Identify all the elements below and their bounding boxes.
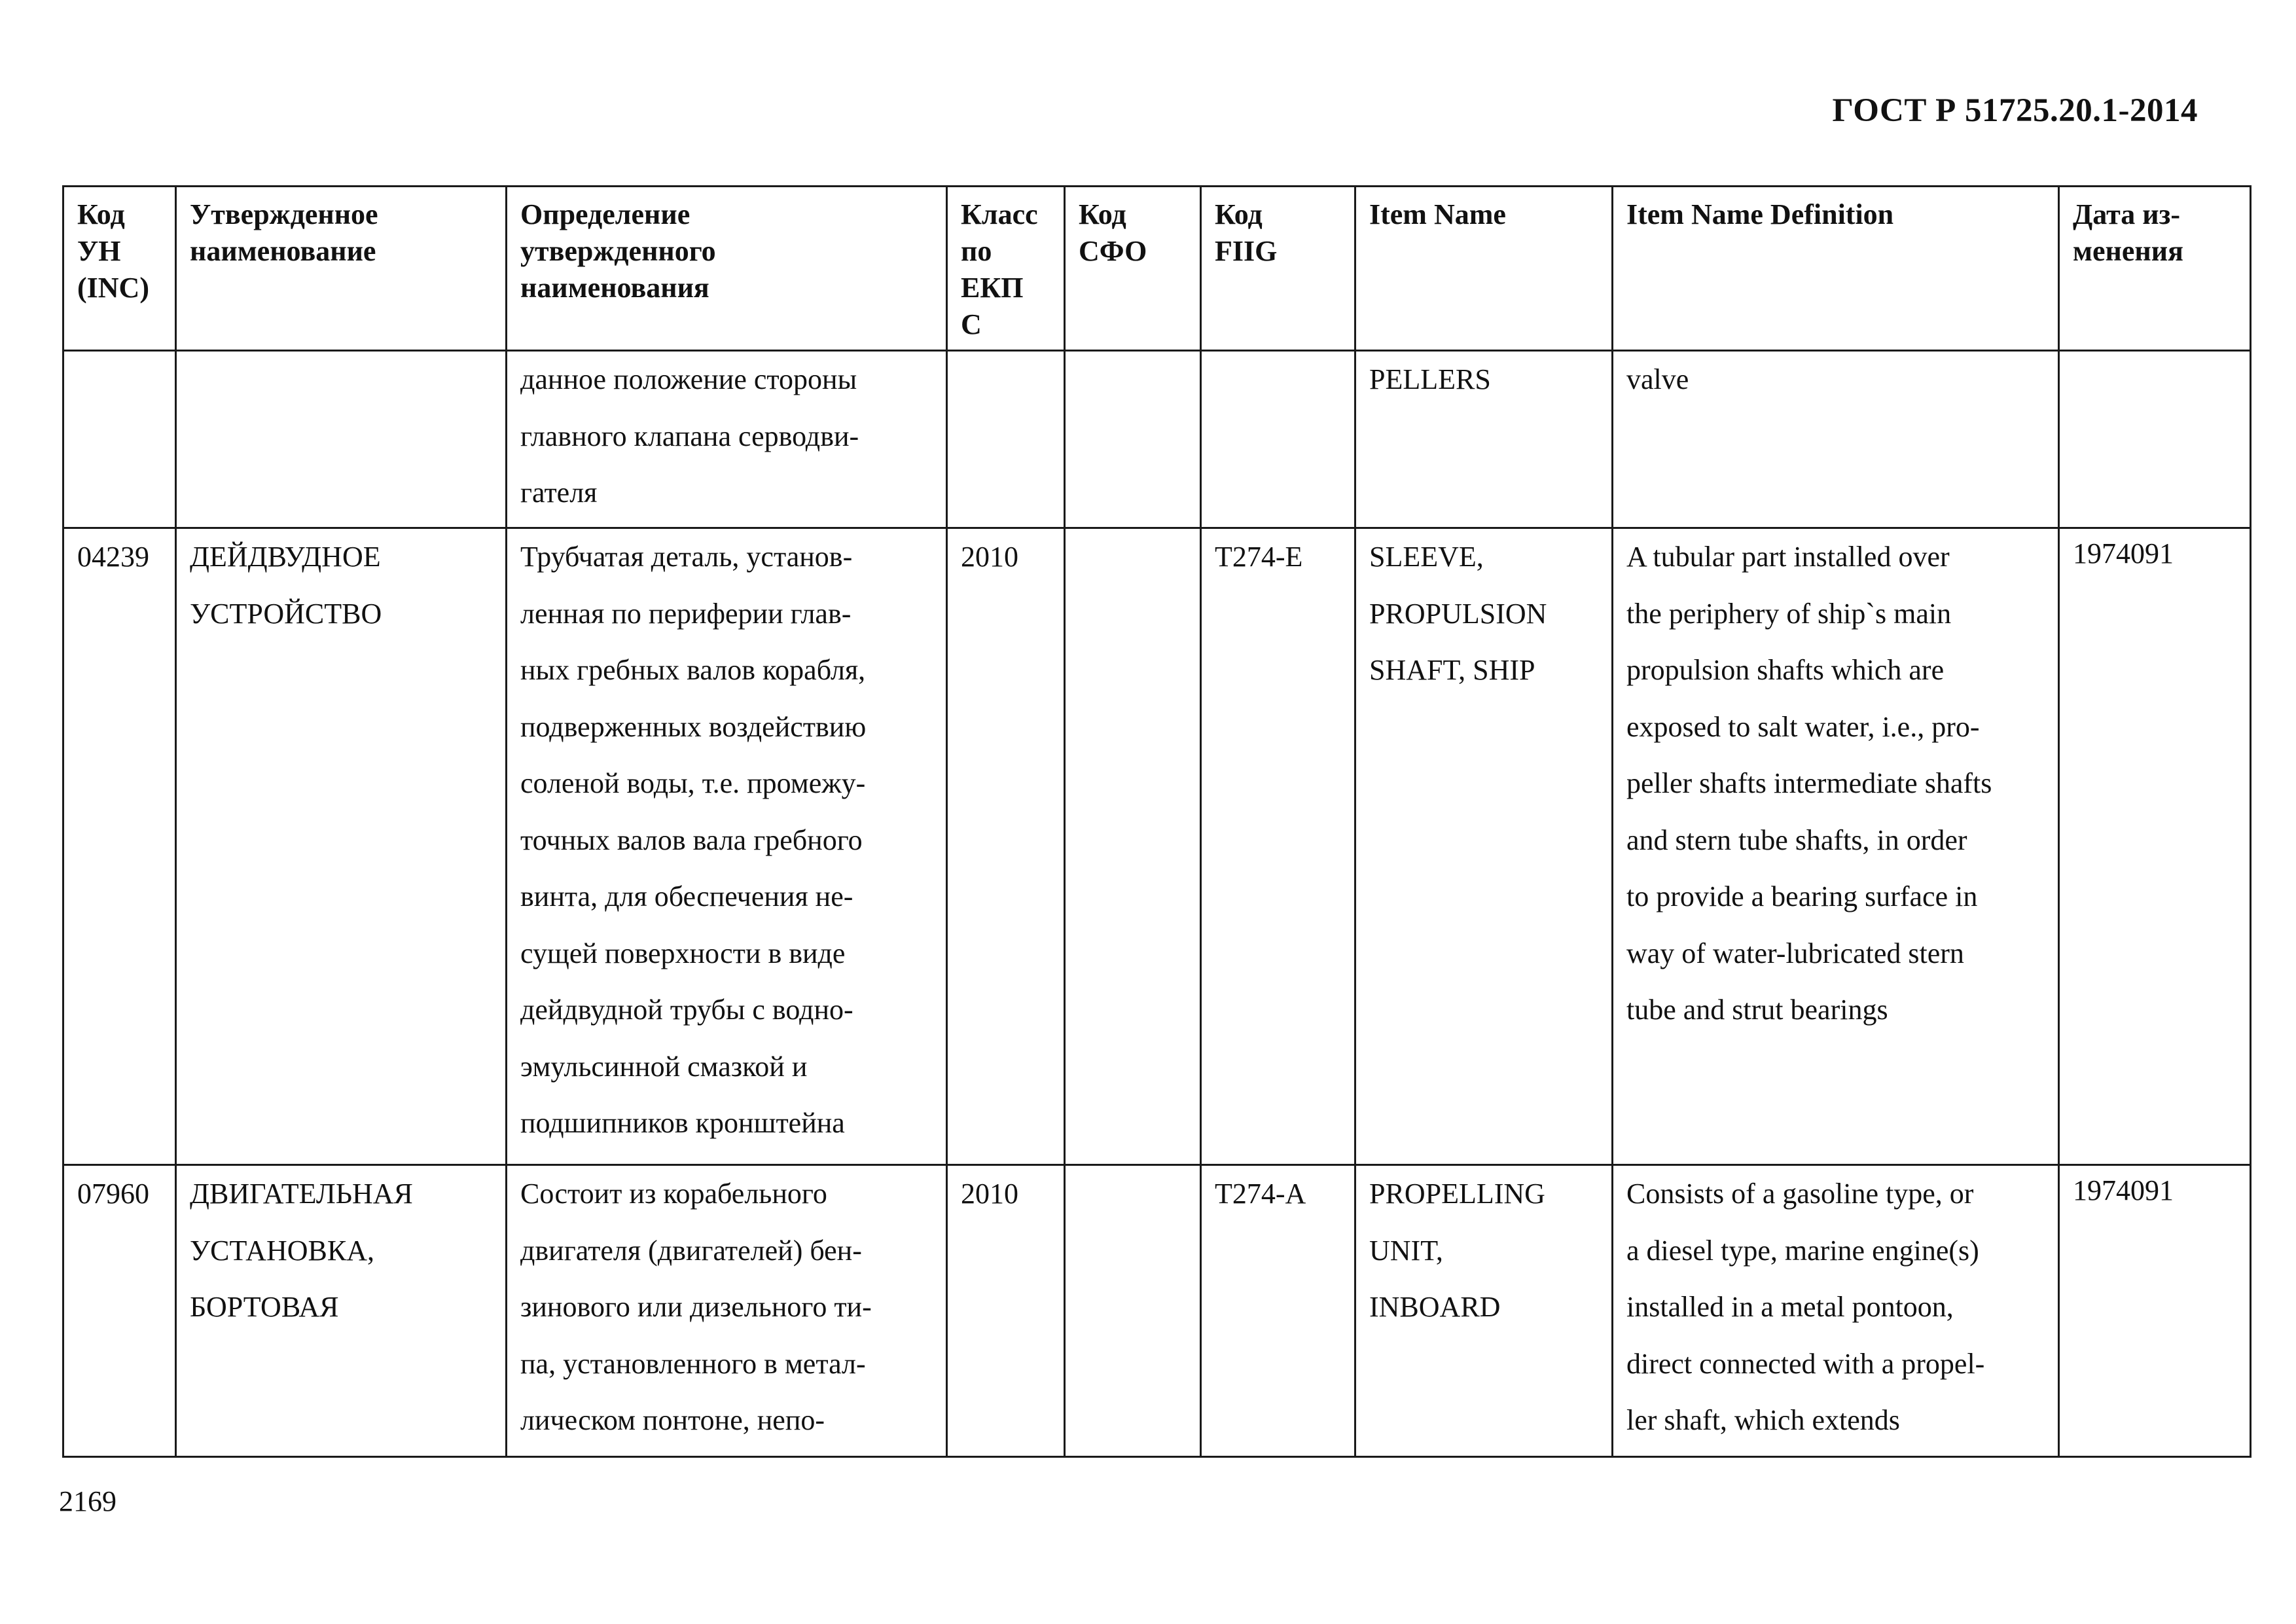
cell-inc: 07960 — [63, 1165, 176, 1457]
cell-definition: Трубчатая деталь, установ- ленная по периферии глав- ных гребных валов корабля, подверженных воздействию соленой воды, т.е. промежу- точных валов вала гребного винта, для обеспечения не- сущей поверхности в виде дейдвудной трубы с водно- эмульсинной смазкой и подшипников кронштейна — [507, 528, 947, 1165]
document-code: ГОСТ Р 51725.20.1-2014 — [1832, 92, 2198, 129]
cell-item-name-definition: valve — [1613, 351, 2059, 528]
cell-class: 2010 — [947, 528, 1065, 1165]
page-number: 2169 — [59, 1485, 117, 1517]
header-definition: Определение утвержденного наименования — [507, 187, 947, 351]
cell-change-date — [2059, 528, 2251, 1165]
header-item-name: Item Name — [1355, 187, 1613, 351]
data-table — [62, 185, 2251, 1458]
change-date-value — [2073, 352, 2236, 357]
header-class: Класс по ЕКП С — [947, 187, 1065, 351]
table-header-row — [63, 187, 2251, 351]
header-sfo: Код СФО — [1065, 187, 1201, 351]
header-inc: Код УН (INC) — [63, 187, 176, 351]
cell-approved-name — [176, 351, 507, 528]
cell-item-name-definition: Consists of a gasoline type, or a diesel type, marine engine(s) installed in a metal pontoon, direct connected with a propel- ler shaft, which extends — [1613, 1165, 2059, 1457]
cell-change-date — [2059, 1165, 2251, 1457]
change-date-value: 1974091 — [2073, 1174, 2174, 1206]
cell-class: 2010 — [947, 1165, 1065, 1457]
header-fiig: Код FIIG — [1201, 187, 1355, 351]
cell-fiig: T274-E — [1201, 528, 1355, 1165]
header-item-name-definition: Item Name Definition — [1613, 187, 2059, 351]
cell-approved-name: ДЕЙДВУДНОЕ УСТРОЙСТВО — [176, 528, 507, 1165]
cell-item-name: PROPELLING UNIT, INBOARD — [1355, 1165, 1613, 1457]
cell-sfo — [1065, 351, 1201, 528]
cell-inc — [63, 351, 176, 528]
cell-fiig: T274-A — [1201, 1165, 1355, 1457]
cell-definition: Состоит из корабельного двигателя (двигателей) бен- зинового или дизельного ти- па, установленного в метал- лическом понтоне, непо- — [507, 1165, 947, 1457]
cell-approved-name: ДВИГАТЕЛЬНАЯ УСТАНОВКА, БОРТОВАЯ — [176, 1165, 507, 1457]
cell-fiig — [1201, 351, 1355, 528]
cell-class — [947, 351, 1065, 528]
table-row — [63, 528, 2251, 1165]
cell-item-name: SLEEVE, PROPULSION SHAFT, SHIP — [1355, 528, 1613, 1165]
cell-sfo — [1065, 1165, 1201, 1457]
table-row — [63, 1165, 2251, 1457]
cell-sfo — [1065, 528, 1201, 1165]
cell-inc: 04239 — [63, 528, 176, 1165]
header-approved-name: Утвержденное наименование — [176, 187, 507, 351]
cell-change-date — [2059, 351, 2251, 528]
table-row — [63, 351, 2251, 528]
change-date-value: 1974091 — [2073, 537, 2174, 569]
header-change-date: Дата из- менения — [2059, 187, 2251, 351]
cell-item-name: PELLERS — [1355, 351, 1613, 528]
cell-item-name-definition: A tubular part installed over the periphery of ship`s main propulsion shafts which are exposed to salt water, i.e., pro- peller shafts intermediate shafts and stern tube shafts, in order to provide a bearing surface in way of water-lubricated stern tube and strut bearings — [1613, 528, 2059, 1165]
cell-definition: данное положение стороны главного клапана серводви- гателя — [507, 351, 947, 528]
